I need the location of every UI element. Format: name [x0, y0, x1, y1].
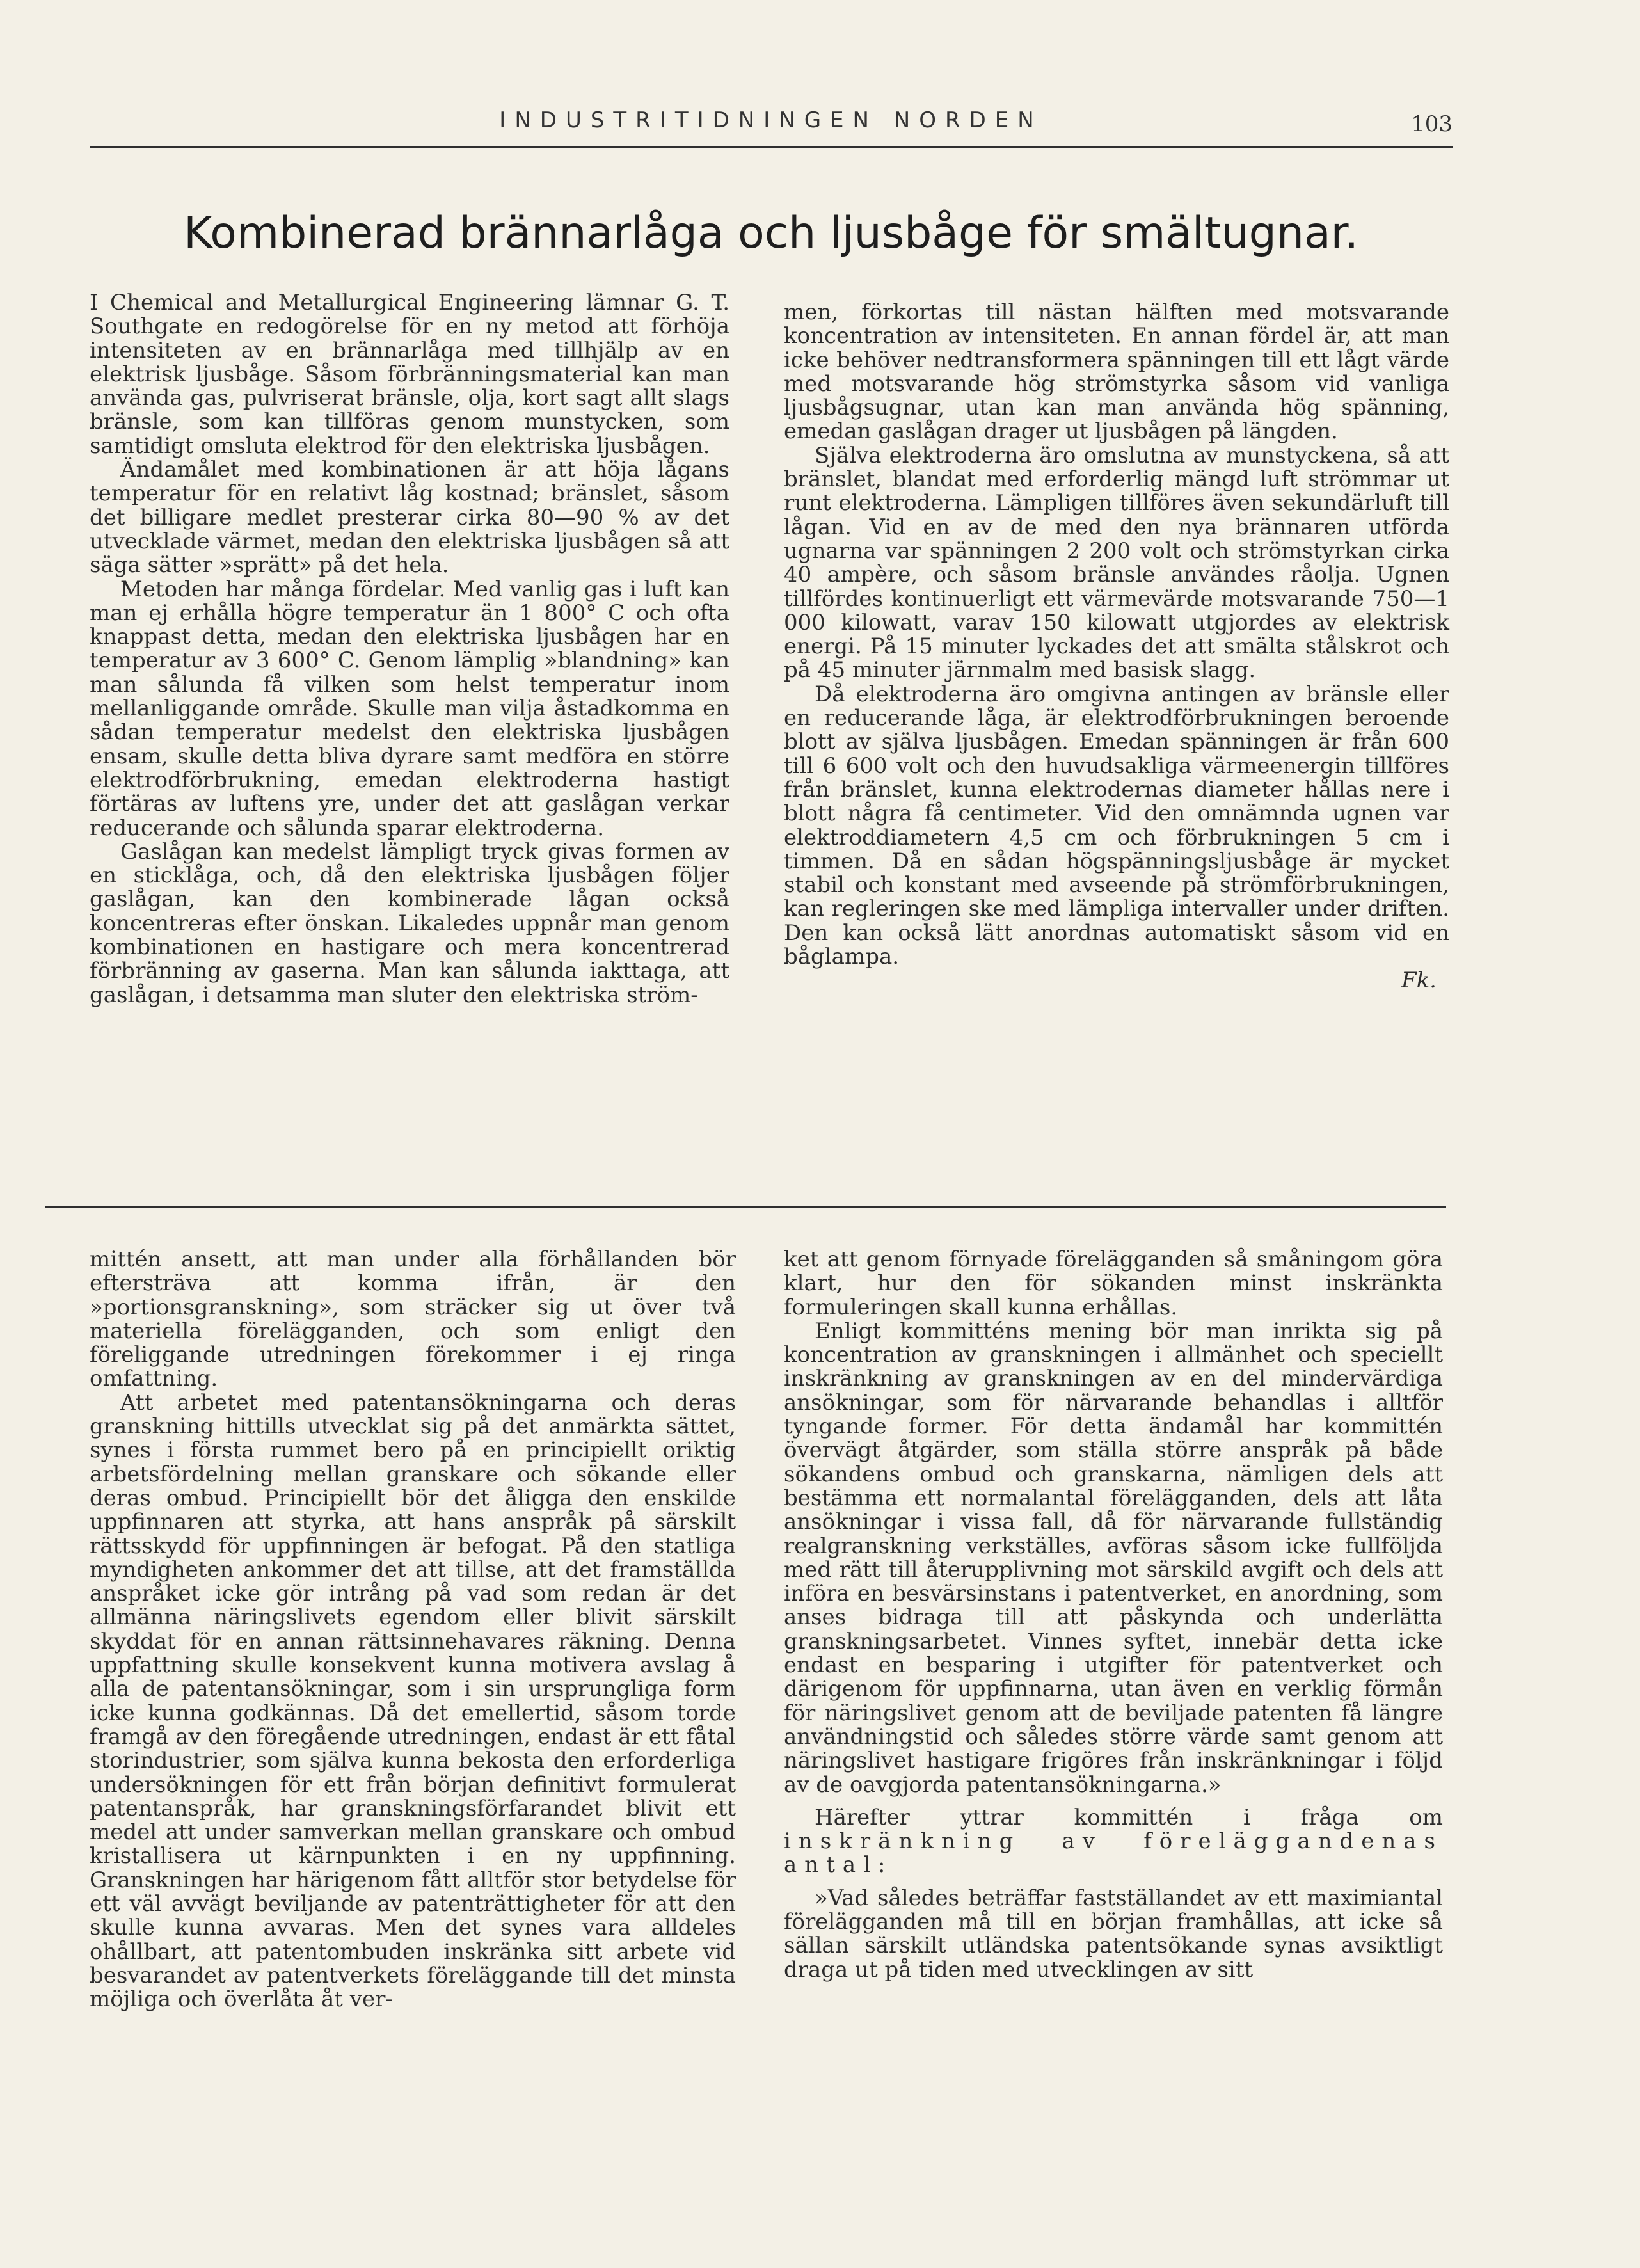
article-right-column — [784, 301, 1449, 1210]
author-signature: Fk. — [1401, 968, 1437, 994]
spaced-heading: inskränkning av föreläggandenas antal: — [784, 1828, 1443, 1878]
page-header — [90, 108, 1453, 146]
article-title: Kombinerad brännarlåga och ljusbåge för smältugnar. — [184, 208, 1358, 259]
paragraph: men, förkortas till nästan hälften med motsvarande koncentration av intensiteten. En annan fördel är, att man icke behöver nedtransformera spänningen till ett lågt värde med motsvarande hög strömstyrka såsom vid vanliga ljusbågsugnar, utan kan man använda hög spänning, emedan gaslågan drager ut ljusbågen på längden. — [784, 299, 1449, 445]
continuation-left-column — [90, 1248, 736, 2201]
paragraph: Att arbetet med patentansökningarna och deras granskning hittills utvecklat sig på det anmärkta sättet, synes i första rummet bero på en principiellt oriktig arbetsfördelning mellan granskare och sökande eller deras ombud. Principiellt bör det åligga den enskilde uppfinnaren att styrka, att hans anspråk på särskilt rättsskydd för uppfinningen är befogat. På den statliga myndigheten ankommer det att tillse, att det framställda anspråket icke gör intrång på vad som redan är det allmänna näringslivets egendom eller blivit särskilt skyddat för en annan rättsinnehavares räkning. Denna uppfattning skulle konsekvent kunna motivera avslag å alla de patentansökningar, som i sin ursprungliga form icke kunna godkännas. Då det emellertid, såsom torde framgå av den föregående utredningen, endast är ett fåtal storindustrier, som själva kunna bekosta den erforderliga undersökningen för ett från början definitivt formulerat patentanspråk, har granskningsförfarandet blivit ett medel att under samverkan mellan granskare och ombud kristallisera ut kärnpunkten i en ny uppfinning. Granskningen har härigenom fått alltför stor betydelse för ett väl avvägt beviljande av patenträttigheter för att den skulle kunna avvaras. Men det synes vara alldeles ohållbart, att patentombuden inskränka sitt arbete vid besvarandet av patentverkets föreläggande till det minsta möjliga och överlåta åt ver- — [90, 1389, 736, 2013]
paragraph: Enligt kommitténs mening bör man inrikta sig på koncentration av granskningen i allmänhet och speciellt inskränkning av granskningen av en del mindervärdiga ansökningar, som för närvarande behandlas i alltför tyngande former. För detta ändamål har kommittén övervägt åtgärder, som ställa större anspråk på både sökandens ombud och granskarna, nämligen dels att bestämma ett normalantal förelägganden, dels att låta ansökningar i vissa fall, då för närvarande fullständig realgranskning verkställes, avföras såsom icke fullföljda med rätt till återupplivning mot särskild avgift och dels att införa en besvärsinstans i patentverket, en anordning, som anses bidraga till att påskynda och underlätta granskningsarbetet. Vinnes syftet, innebär detta icke endast en besparing i utgifter för patentverket och därigenom för uppfinnarna, utan även en verklig förmån för näringslivet genom att de beviljade patenten få längre användningstid och således större värde samt genom att näringslivet hastigare frigöres från inskränkningar i följd av de oavgjorda patentansökningarna.» — [784, 1318, 1443, 1798]
paragraph — [784, 1806, 1443, 1878]
section-divider — [45, 1206, 1446, 1208]
page-number: 103 — [1411, 111, 1453, 137]
paragraph: Då elektroderna äro omgivna antingen av bränsle eller en reducerande låga, är elektrodförbrukningen beroende blott av själva ljusbågen. Emedan spänningen är från 600 till 6 600 volt och den huvudsakliga värmeenergin tillföres från bränslet, kunna elektrodernas diameter hållas nere i blott några få centimeter. Vid den omnämnda ugnen var elektroddiametern 4,5 cm och förbrukningen 5 cm i timmen. Då en sådan högspänningsljusbåge är mycket stabil och konstant med avseende på strömförbrukningen, kan regleringen ske med lämpliga intervaller under driften. Den kan också lätt anordnas automatiskt såsom vid en båglampa. — [784, 681, 1449, 970]
paragraph: Metoden har många fördelar. Med vanlig gas i luft kan man ej erhålla högre temperatur än 1 800° C och ofta knappast detta, medan den elektriska ljusbågen har en temperatur av 3 600° C. Genom lämplig »blandning» kan man sålunda få vilken som helst temperatur inom mellanliggande område. Skulle man vilja åstadkomma en sådan temperatur medelst den elektriska ljusbågen ensam, skulle detta bliva dyrare samt medföra en större elektrodförbrukning, emedan elektroderna hastigt förtäras av luftens yre, under det att gaslågan verkar reducerande och sålunda sparar elektroderna. — [90, 576, 729, 841]
article-left-column — [90, 291, 729, 1168]
paragraph: Själva elektroderna äro omslutna av munstyckena, så att bränslet, blandat med erforderlig mängd luft strömmar ut runt elektroderna. Lämpligen tillföres även sekundärluft till lågan. Vid en av de med den nya brännaren utförda ugnarna var spänningen 2 200 volt och strömstyrkan cirka 40 ampère, och såsom bränsle användes råolja. Ugnen tillfördes kontinuerligt ett värmevärde motsvarande 750—1 000 kilowatt, varav 150 kilowatt utgjordes av elektrisk energi. På 15 minuter lyckades det att smälta stålskrot och på 45 minuter järnmalm med basisk slagg. — [784, 442, 1449, 683]
running-title: INDUSTRITIDNINGEN NORDEN — [499, 108, 1043, 133]
paragraph: ket att genom förnyade förelägganden så småningom göra klart, hur den för sökanden minst inskränkta formuleringen skall kunna erhållas. — [784, 1247, 1443, 1320]
header-rule — [90, 146, 1453, 148]
paragraph: mittén ansett, att man under alla förhållanden bör eftersträva att komma ifrån, är den »portionsgranskning», som sträcker sig ut över två materiella förelägganden, och som enligt den föreliggande utredningen förekommer i ej ringa omfattning. — [90, 1247, 736, 1392]
continuation-right-column — [784, 1248, 1443, 2227]
paragraph: Gaslågan kan medelst lämpligt tryck givas formen av en sticklåga, och, då den elektriska ljusbågen följer gaslågan, kan den kombinerade lågan också koncentreras efter önskan. Likaledes uppnår man genom kombinationen en hastigare och mera koncentrerad förbränning av gaserna. Man kan sålunda iakttaga, att gaslågan, i detsamma man sluter den elektriska ström- — [90, 838, 729, 1008]
paragraph: I Chemical and Metallurgical Engineering lämnar G. T. Southgate en redogörelse för en ny metod att förhöja intensiteten av en brännarlåga med tillhjälp av en elektrisk ljusbåge. Såsom förbränningsmaterial kan man använda gas, pulvriserat bränsle, olja, kort sagt allt slags bränsle, som kan tillföras genom munstycken, som samtidigt omsluta elektrod för den elektriska ljusbågen. — [90, 290, 729, 459]
intro-text: Härefter yttrar kommittén i fråga om — [815, 1804, 1443, 1830]
paragraph: Ändamålet med kombinationen är att höja lågans temperatur för en relativt låg kostnad; bränslet, såsom det billigare medlet presterar cirka 80—90 % av det utvecklade värmet, medan den elektriska ljusbågen så att säga sätter »sprätt» på det hela. — [90, 457, 729, 579]
quote-paragraph: »Vad således beträffar fastställandet av ett maximiantal förelägganden må till en början framhållas, att icke så sällan särskilt utländska patentsökande synas avsiktligt draga ut på tiden med utvecklingen av sitt — [784, 1885, 1443, 1983]
